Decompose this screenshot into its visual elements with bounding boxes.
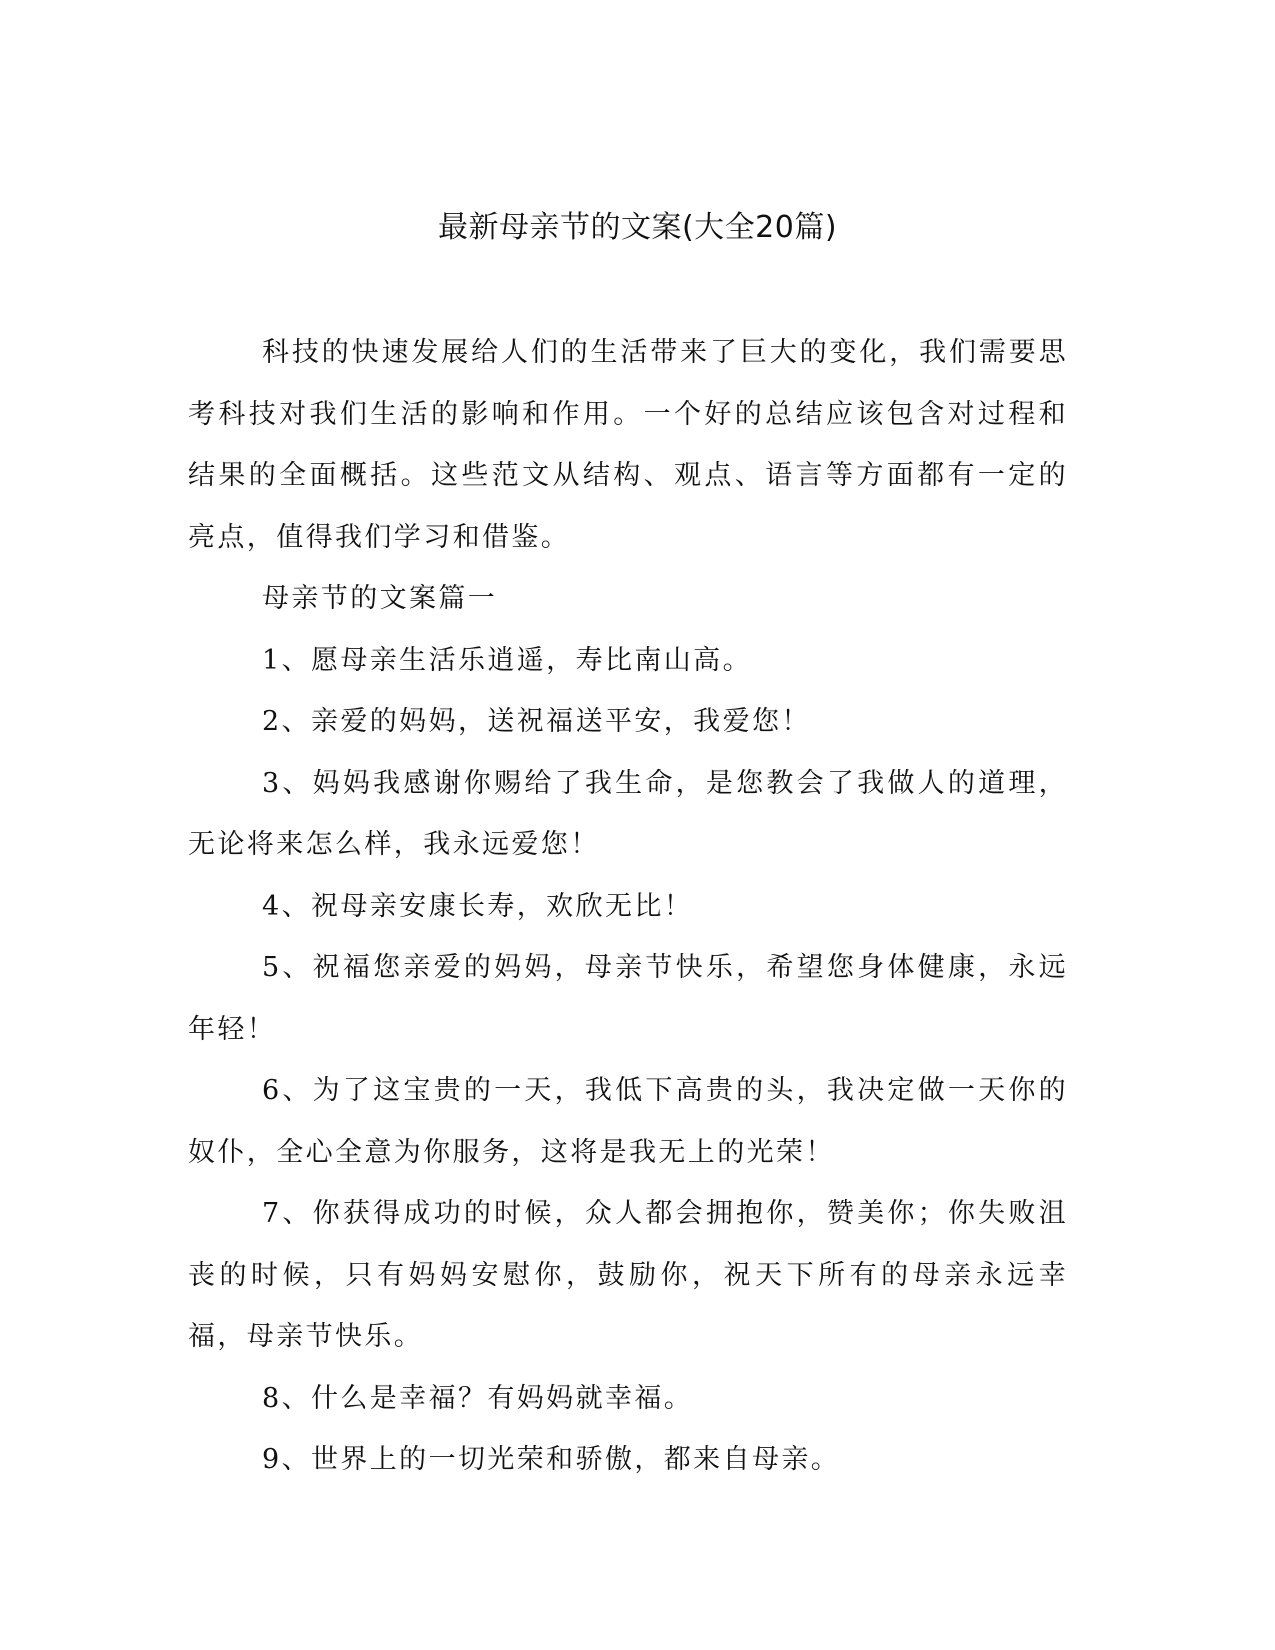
list-item: 2、亲爱的妈妈，送祝福送平安，我爱您！ (262, 706, 811, 737)
document-title: 最新母亲节的文案(大全20篇) (437, 210, 838, 245)
list-item: 5、祝福您亲爱的妈妈，母亲节快乐，希望您身体健康，永远年轻！ (188, 952, 1068, 1045)
list-item: 8、什么是幸福？有妈妈就幸福。 (262, 1382, 694, 1414)
document-body (188, 322, 1068, 1491)
section-heading: 母亲节的文案篇一 (262, 583, 498, 614)
intro-paragraph: 科技的快速发展给人们的生活带来了巨大的变化，我们需要思考科技对我们生活的影响和作用。一个好的总结应该包含对过程和结果的全面概括。这些范文从结构、观点、语言等方面都有一定的亮点，值得我们学习和借鉴。 (188, 337, 1068, 553)
list-item: 6、为了这宝贵的一天，我低下高贵的头，我决定做一天你的奴仆，全心全意为你服务，这将是我无上的光荣！ (188, 1075, 1068, 1168)
list-item: 3、妈妈我感谢你赐给了我生命，是您教会了我做人的道理，无论将来怎么样，我永远爱您！ (188, 767, 1068, 860)
list-item: 1、愿母亲生活乐逍遥，寿比南山高。 (262, 644, 752, 676)
list-item: 9、世界上的一切光荣和骄傲，都来自母亲。 (262, 1444, 841, 1475)
list-item: 7、你获得成功的时候，众人都会拥抱你，赞美你；你失败沮丧的时候，只有妈妈安慰你，鼓励你，祝天下所有的母亲永远幸福，母亲节快乐。 (188, 1198, 1068, 1352)
list-item: 4、祝母亲安康长寿，欢欣无比！ (262, 890, 694, 922)
